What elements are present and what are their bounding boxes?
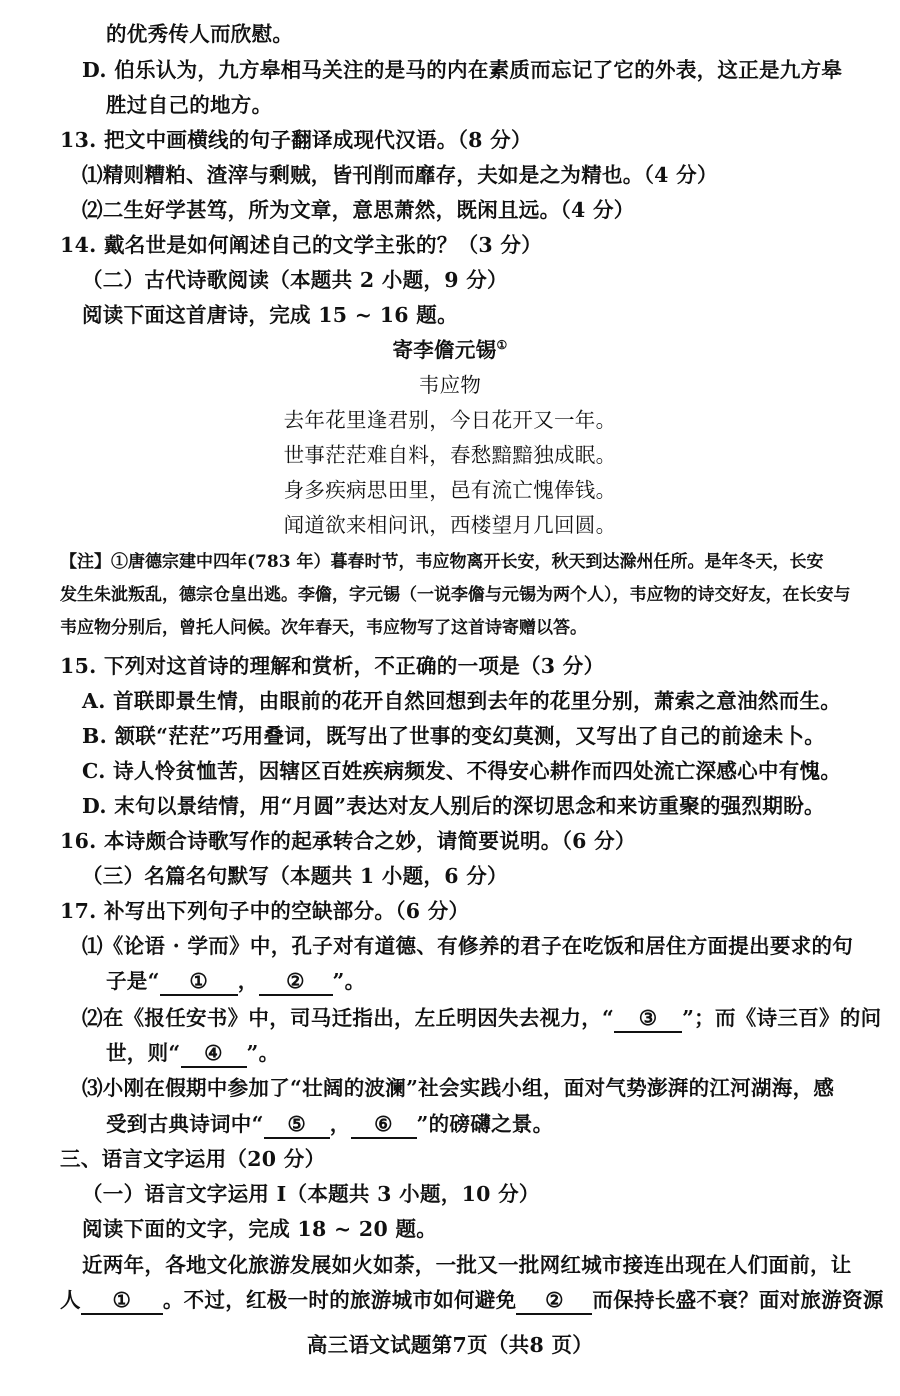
question-17-item-1-line2 — [106, 969, 365, 996]
poem-note-line1: 【注】①唐德宗建中四年(783 年）暮春时节，韦应物离开长安，秋天到达滁州任所。是年冬天，长安 — [60, 552, 824, 572]
question-17-item-3-line2 — [106, 1112, 553, 1139]
question-17: 17. 补写出下列句子中的空缺部分。（6 分） — [60, 899, 470, 923]
question-17-item-2-line2 — [106, 1041, 279, 1068]
blank-1[interactable]: ① — [160, 969, 238, 996]
page-footer: 高三语文试题第7页（共8 页） — [306, 1333, 594, 1357]
middle: 。不过，红极一时的旅游城市如何避免 — [162, 1288, 517, 1312]
question-17-item-3-line1: ⑶小刚在假期中参加了“壮阔的波澜”社会实践小组，面对气势澎湃的江河湖海，感 — [82, 1076, 835, 1100]
section-heading-recitation: （三）名篇名句默写（本题共 1 小题，6 分） — [82, 864, 508, 888]
q12-option-d-line2: 胜过自己的地方。 — [106, 93, 273, 117]
passage-blank-1[interactable]: ① — [81, 1288, 163, 1315]
question-14: 14. 戴名世是如何阐述自己的文学主张的？（3 分） — [60, 233, 543, 257]
suffix: ”的磅礴之景。 — [416, 1112, 554, 1136]
question-13: 13. 把文中画横线的句子翻译成现代汉语。（8 分） — [60, 128, 532, 152]
blank-5[interactable]: ⑤ — [264, 1112, 330, 1139]
passage-blank-2[interactable]: ② — [516, 1288, 592, 1315]
question-16: 16. 本诗颇合诗歌写作的起承转合之妙，请简要说明。（6 分） — [60, 829, 636, 853]
part-3-section-1-heading: （一）语言文字运用 Ⅰ（本题共 3 小题，10 分） — [82, 1182, 540, 1206]
poem-author: 韦应物 — [418, 373, 482, 397]
separator: ， — [329, 1112, 351, 1136]
suffix: ”。 — [246, 1041, 280, 1065]
poem-title — [0, 338, 900, 363]
question-15-option-a: A. 首联即景生情，由眼前的花开自然回想到去年的花里分别，萧索之意油然而生。 — [82, 689, 842, 713]
q12-tail: 的优秀传人而欣慰。 — [106, 22, 294, 46]
poem-line: 闻道欲来相问讯，西楼望月几回圆。 — [283, 513, 617, 537]
question-15: 15. 下列对这首诗的理解和赏析，不正确的一项是（3 分） — [60, 654, 605, 678]
poem-title-footnote-mark: ① — [496, 338, 508, 353]
question-13-item-2: ⑵二生好学甚笃，所为文章，意思萧然，既闲且远。（4 分） — [82, 198, 635, 222]
blank-4[interactable]: ④ — [181, 1041, 247, 1068]
passage-line1: 近两年，各地文化旅游发展如火如荼，一批又一批网红城市接连出现在人们面前，让 — [82, 1253, 852, 1277]
question-13-item-1: ⑴精则糟粕、渣滓与剩贼，皆刊削而靡存，夫如是之为精也。（4 分） — [82, 163, 718, 187]
poem-note-line3: 韦应物分别后，曾托人问候。次年春天，韦应物写了这首诗寄赠以答。 — [60, 618, 587, 638]
suffix: ”。 — [332, 969, 366, 993]
part-3-heading: 三、语言文字运用（20 分） — [60, 1147, 326, 1171]
question-15-option-c: C. 诗人怜贫恤苦，因辖区百姓疾病频发、不得安心耕作而四处流亡深感心中有愧。 — [82, 759, 842, 783]
question-15-option-b: B. 颔联“茫茫”巧用叠词，既写出了世事的变幻莫测，又写出了自己的前途未卜。 — [82, 724, 826, 748]
poetry-instructions: 阅读下面这首唐诗，完成 15 ~ 16 题。 — [82, 303, 458, 327]
poem-note-line2: 发生朱泚叛乱，德宗仓皇出逃。李儋，字元锡（一说李儋与元锡为两个人），韦应物的诗交好友，在长安与 — [60, 585, 851, 605]
question-17-item-1-line1: ⑴《论语 · 学而》中，孔子对有道德、有修养的君子在吃饭和居住方面提出要求的句 — [82, 934, 854, 958]
prefix: 人 — [60, 1288, 81, 1312]
poem-line: 身多疾病思田里，邑有流亡愧俸钱。 — [283, 478, 617, 502]
blank-6[interactable]: ⑥ — [351, 1112, 417, 1139]
question-17-item-2-line1 — [82, 1006, 881, 1033]
prefix: ⑵在《报任安书》中，司马迁指出，左丘明因失去视力，“ — [82, 1006, 615, 1030]
poem-line: 去年花里逢君别，今日花开又一年。 — [283, 408, 617, 432]
passage-line2 — [60, 1288, 884, 1315]
separator: ， — [237, 969, 259, 993]
blank-2[interactable]: ② — [259, 969, 333, 996]
poem-line: 世事茫茫难自料，春愁黯黯独成眠。 — [283, 443, 617, 467]
question-15-option-d: D. 末句以景结情，用“月圆”表达对友人别后的深切思念和来访重聚的强烈期盼。 — [82, 794, 825, 818]
prefix: 世，则“ — [106, 1041, 181, 1065]
poem-title-text: 寄李儋元锡 — [392, 338, 497, 362]
part-3-instructions: 阅读下面的文字，完成 18 ~ 20 题。 — [82, 1217, 438, 1241]
prefix: 子是“ — [106, 969, 160, 993]
q12-option-d-line1: D. 伯乐认为，九方皋相马关注的是马的内在素质而忘记了它的外表，这正是九方皋 — [82, 58, 843, 82]
suffix: ”；而《诗三百》的问 — [682, 1006, 882, 1030]
section-heading-poetry: （二）古代诗歌阅读（本题共 2 小题，9 分） — [82, 268, 508, 292]
suffix: 而保持长盛不衰？面对旅游资源 — [592, 1288, 884, 1312]
prefix: 受到古典诗词中“ — [106, 1112, 264, 1136]
blank-3[interactable]: ③ — [614, 1006, 682, 1033]
